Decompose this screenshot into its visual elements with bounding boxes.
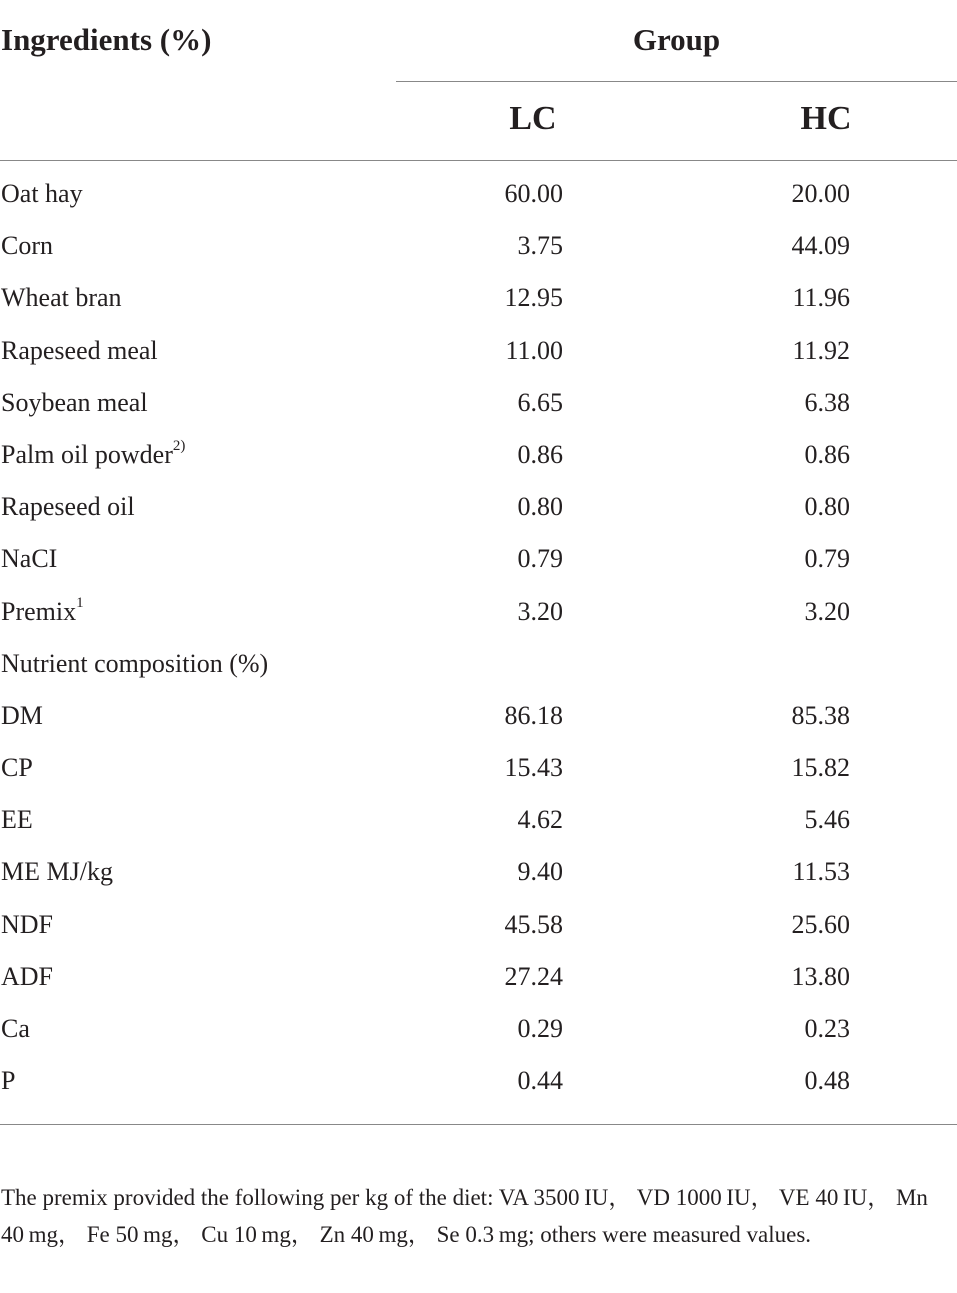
header-hc: HC <box>800 100 852 137</box>
table-header-top <box>0 0 957 82</box>
footnote-marker: 1 <box>76 594 84 611</box>
header-ingredients: Ingredients (%) <box>1 22 212 57</box>
cell-hc: 0.23 <box>804 1014 850 1043</box>
row-label <box>1 231 53 261</box>
cell-lc: 11.00 <box>505 335 563 365</box>
row-label-text: ADF <box>1 961 54 991</box>
row-label <box>1 857 113 887</box>
row-label <box>1 1066 15 1096</box>
header-lc: LC <box>509 100 557 137</box>
row-label <box>1 336 158 366</box>
row-label-text: EE <box>1 805 33 835</box>
row-label-text: Rapeseed oil <box>1 492 135 522</box>
cell-lc: 0.44 <box>517 1066 563 1096</box>
cell-lc: 60.00 <box>504 179 563 208</box>
row-label-text: Ca <box>1 1014 30 1043</box>
row-label-text: Wheat bran <box>1 283 122 313</box>
cell-lc: 0.29 <box>517 1014 563 1043</box>
cell-hc: 85.38 <box>791 700 850 730</box>
row-label <box>1 701 43 731</box>
cell-hc: 11.96 <box>792 283 850 313</box>
row-label <box>1 388 148 418</box>
cell-hc: 3.20 <box>804 596 850 626</box>
row-label <box>1 544 57 574</box>
cell-lc: 27.24 <box>504 961 563 991</box>
row-label-text: Palm oil powder <box>1 439 173 469</box>
cell-lc: 6.65 <box>517 387 563 417</box>
table-row <box>0 690 957 742</box>
row-label-text: Corn <box>1 231 53 261</box>
table-row <box>0 533 957 585</box>
cell-hc: 11.53 <box>792 857 850 887</box>
row-label-text: DM <box>1 700 43 730</box>
row-label <box>1 594 84 627</box>
row-label <box>1 649 268 679</box>
cell-lc: 0.80 <box>517 492 563 522</box>
cell-hc: 5.46 <box>804 805 850 835</box>
cell-lc: 0.79 <box>517 544 563 574</box>
cell-hc: 0.79 <box>804 544 850 574</box>
row-label <box>1 440 185 470</box>
table-row <box>0 794 957 846</box>
table-row <box>0 1055 957 1107</box>
cell-lc: 15.43 <box>504 753 563 783</box>
table-row <box>0 638 957 690</box>
table-row <box>0 846 957 898</box>
table-row <box>0 586 957 638</box>
row-label <box>1 805 33 835</box>
row-label <box>1 283 122 313</box>
table-row <box>0 951 957 1003</box>
table-row <box>0 1003 957 1055</box>
cell-hc: 0.86 <box>804 439 850 469</box>
table-row <box>0 220 957 272</box>
cell-hc: 11.92 <box>792 335 850 365</box>
table-row <box>0 168 957 220</box>
cell-lc: 9.40 <box>517 857 563 887</box>
cell-hc: 6.38 <box>804 387 850 417</box>
row-label-text: Oat hay <box>1 179 83 208</box>
row-label-text: P <box>1 1066 16 1096</box>
row-label-text: Premix <box>1 596 77 626</box>
table-row <box>0 481 957 533</box>
row-label-text: ME MJ/kg <box>1 857 113 887</box>
cell-lc: 86.18 <box>504 700 563 730</box>
table-row <box>0 429 957 481</box>
row-label <box>1 962 53 992</box>
table-row <box>0 272 957 324</box>
table-header-bottom <box>0 82 957 161</box>
cell-lc: 4.62 <box>517 805 563 835</box>
row-label <box>1 753 33 783</box>
cell-hc: 15.82 <box>791 753 850 783</box>
row-label-text: NaCI <box>1 544 58 574</box>
row-label-text: NDF <box>1 909 54 939</box>
row-label-text: Rapeseed meal <box>1 335 158 365</box>
cell-lc: 12.95 <box>504 283 563 313</box>
cell-hc: 44.09 <box>791 231 850 261</box>
table-row <box>0 899 957 951</box>
cell-lc: 3.20 <box>517 596 563 626</box>
footnote-marker: 2) <box>172 438 186 455</box>
cell-lc: 45.58 <box>504 909 563 939</box>
cell-hc: 13.80 <box>791 961 850 991</box>
row-label-text: Nutrient composition (%) <box>1 648 269 678</box>
cell-hc: 0.80 <box>804 492 850 522</box>
table-row <box>0 377 957 429</box>
cell-lc: 0.86 <box>517 439 563 469</box>
row-label <box>1 910 53 940</box>
row-label-text: CP <box>1 753 33 783</box>
row-label <box>1 179 83 209</box>
table-footnote: The premix provided the following per kg of the diet: VA 3500 IU， VD 1000 IU， VE 40 IU， Mn 40 mg， Fe 50 mg， Cu 10 mg， Zn 40 mg， Se 0.3 mg; others were measured values. <box>1 1185 928 1247</box>
cell-hc: 0.48 <box>804 1066 850 1096</box>
header-group: Group <box>632 22 721 57</box>
row-label <box>1 1014 30 1044</box>
table-row <box>0 325 957 377</box>
table-body <box>0 161 957 1125</box>
cell-lc: 3.75 <box>517 231 563 261</box>
row-label-text: Soybean meal <box>1 387 148 417</box>
cell-hc: 20.00 <box>791 179 850 208</box>
cell-hc: 25.60 <box>791 909 850 939</box>
table-row <box>0 742 957 794</box>
row-label <box>1 492 135 522</box>
